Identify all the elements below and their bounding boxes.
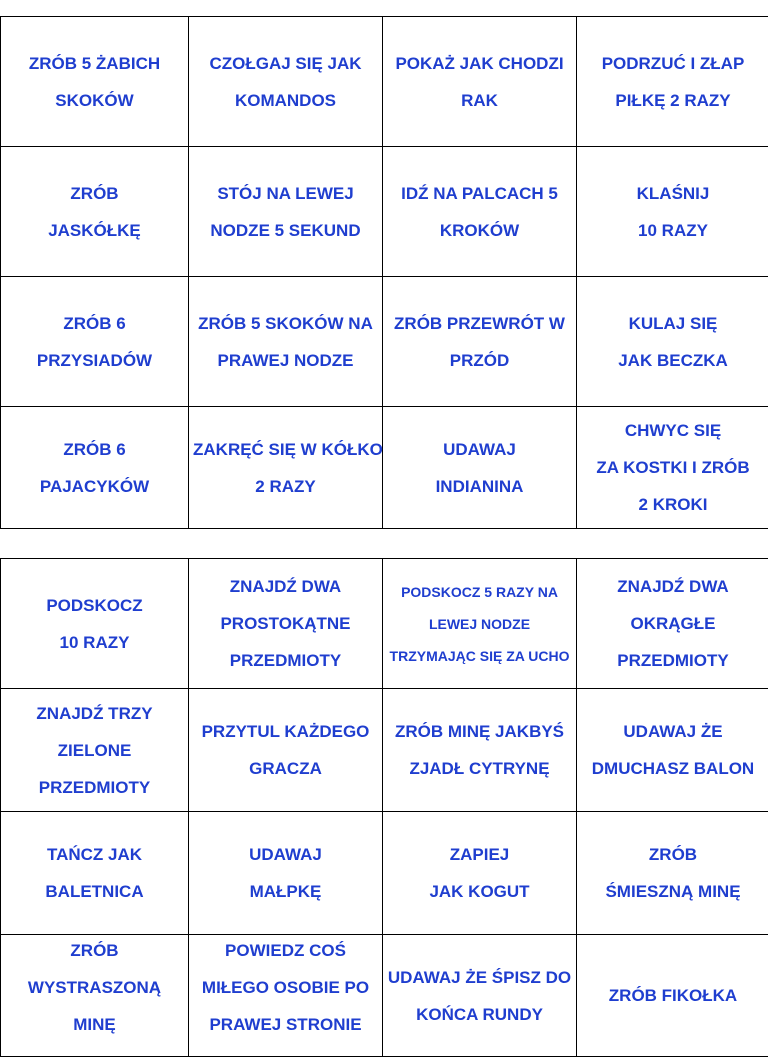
task-card: PODRZUĆ I ZŁAP PIŁKĘ 2 RAZY (577, 17, 768, 147)
card-row (1, 407, 768, 529)
task-card: UDAWAJ ŻE ŚPISZ DO KOŃCA RUNDY (383, 935, 577, 1057)
task-card: ZAKRĘĆ SIĘ W KÓŁKO 2 RAZY (189, 407, 383, 529)
card-grid-2 (0, 558, 768, 1057)
task-card: CZOŁGAJ SIĘ JAK KOMANDOS (189, 17, 383, 147)
card-row (1, 277, 768, 407)
task-card: KULAJ SIĘ JAK BECZKA (577, 277, 768, 407)
task-card: ZRÓB PRZEWRÓT W PRZÓD (383, 277, 577, 407)
task-card: STÓJ NA LEWEJ NODZE 5 SEKUND (189, 147, 383, 277)
task-card: UDAWAJ INDIANINA (383, 407, 577, 529)
task-card: ZRÓB 6 PAJACYKÓW (1, 407, 189, 529)
task-card: ZAPIEJ JAK KOGUT (383, 812, 577, 935)
card-row (1, 17, 768, 147)
task-card: PODSKOCZ 5 RAZY NA LEWEJ NODZE TRZYMAJĄC SIĘ ZA UCHO (383, 559, 577, 689)
card-row (1, 689, 768, 812)
task-card: KLAŚNIJ 10 RAZY (577, 147, 768, 277)
card-grid-1 (0, 16, 768, 529)
task-card: PODSKOCZ 10 RAZY (1, 559, 189, 689)
card-row (1, 559, 768, 689)
task-card: PRZYTUL KAŻDEGO GRACZA (189, 689, 383, 812)
task-card: ZNAJDŹ TRZY ZIELONE PRZEDMIOTY (1, 689, 189, 812)
task-card: TAŃCZ JAK BALETNICA (1, 812, 189, 935)
task-card: ZRÓB 5 ŻABICH SKOKÓW (1, 17, 189, 147)
task-card: ZRÓB 5 SKOKÓW NA PRAWEJ NODZE (189, 277, 383, 407)
task-card: POWIEDZ COŚ MIŁEGO OSOBIE PO PRAWEJ STRONIE (189, 935, 383, 1057)
task-card: UDAWAJ ŻE DMUCHASZ BALON (577, 689, 768, 812)
task-card: ZNAJDŹ DWA PROSTOKĄTNE PRZEDMIOTY (189, 559, 383, 689)
task-card: ZRÓB 6 PRZYSIADÓW (1, 277, 189, 407)
task-card: IDŹ NA PALCACH 5 KROKÓW (383, 147, 577, 277)
task-card: ZNAJDŹ DWA OKRĄGŁE PRZEDMIOTY (577, 559, 768, 689)
task-card: POKAŻ JAK CHODZI RAK (383, 17, 577, 147)
task-card: ZRÓB WYSTRASZONĄ MINĘ (1, 935, 189, 1057)
task-card: ZRÓB ŚMIESZNĄ MINĘ (577, 812, 768, 935)
card-row (1, 935, 768, 1057)
task-card: CHWYC SIĘ ZA KOSTKI I ZRÓB 2 KROKI (577, 407, 768, 529)
task-card: ZRÓB JASKÓŁKĘ (1, 147, 189, 277)
card-row (1, 147, 768, 277)
task-card: ZRÓB MINĘ JAKBYŚ ZJADŁ CYTRYNĘ (383, 689, 577, 812)
task-card: ZRÓB FIKOŁKA (577, 935, 768, 1057)
task-card: UDAWAJ MAŁPKĘ (189, 812, 383, 935)
card-row (1, 812, 768, 935)
